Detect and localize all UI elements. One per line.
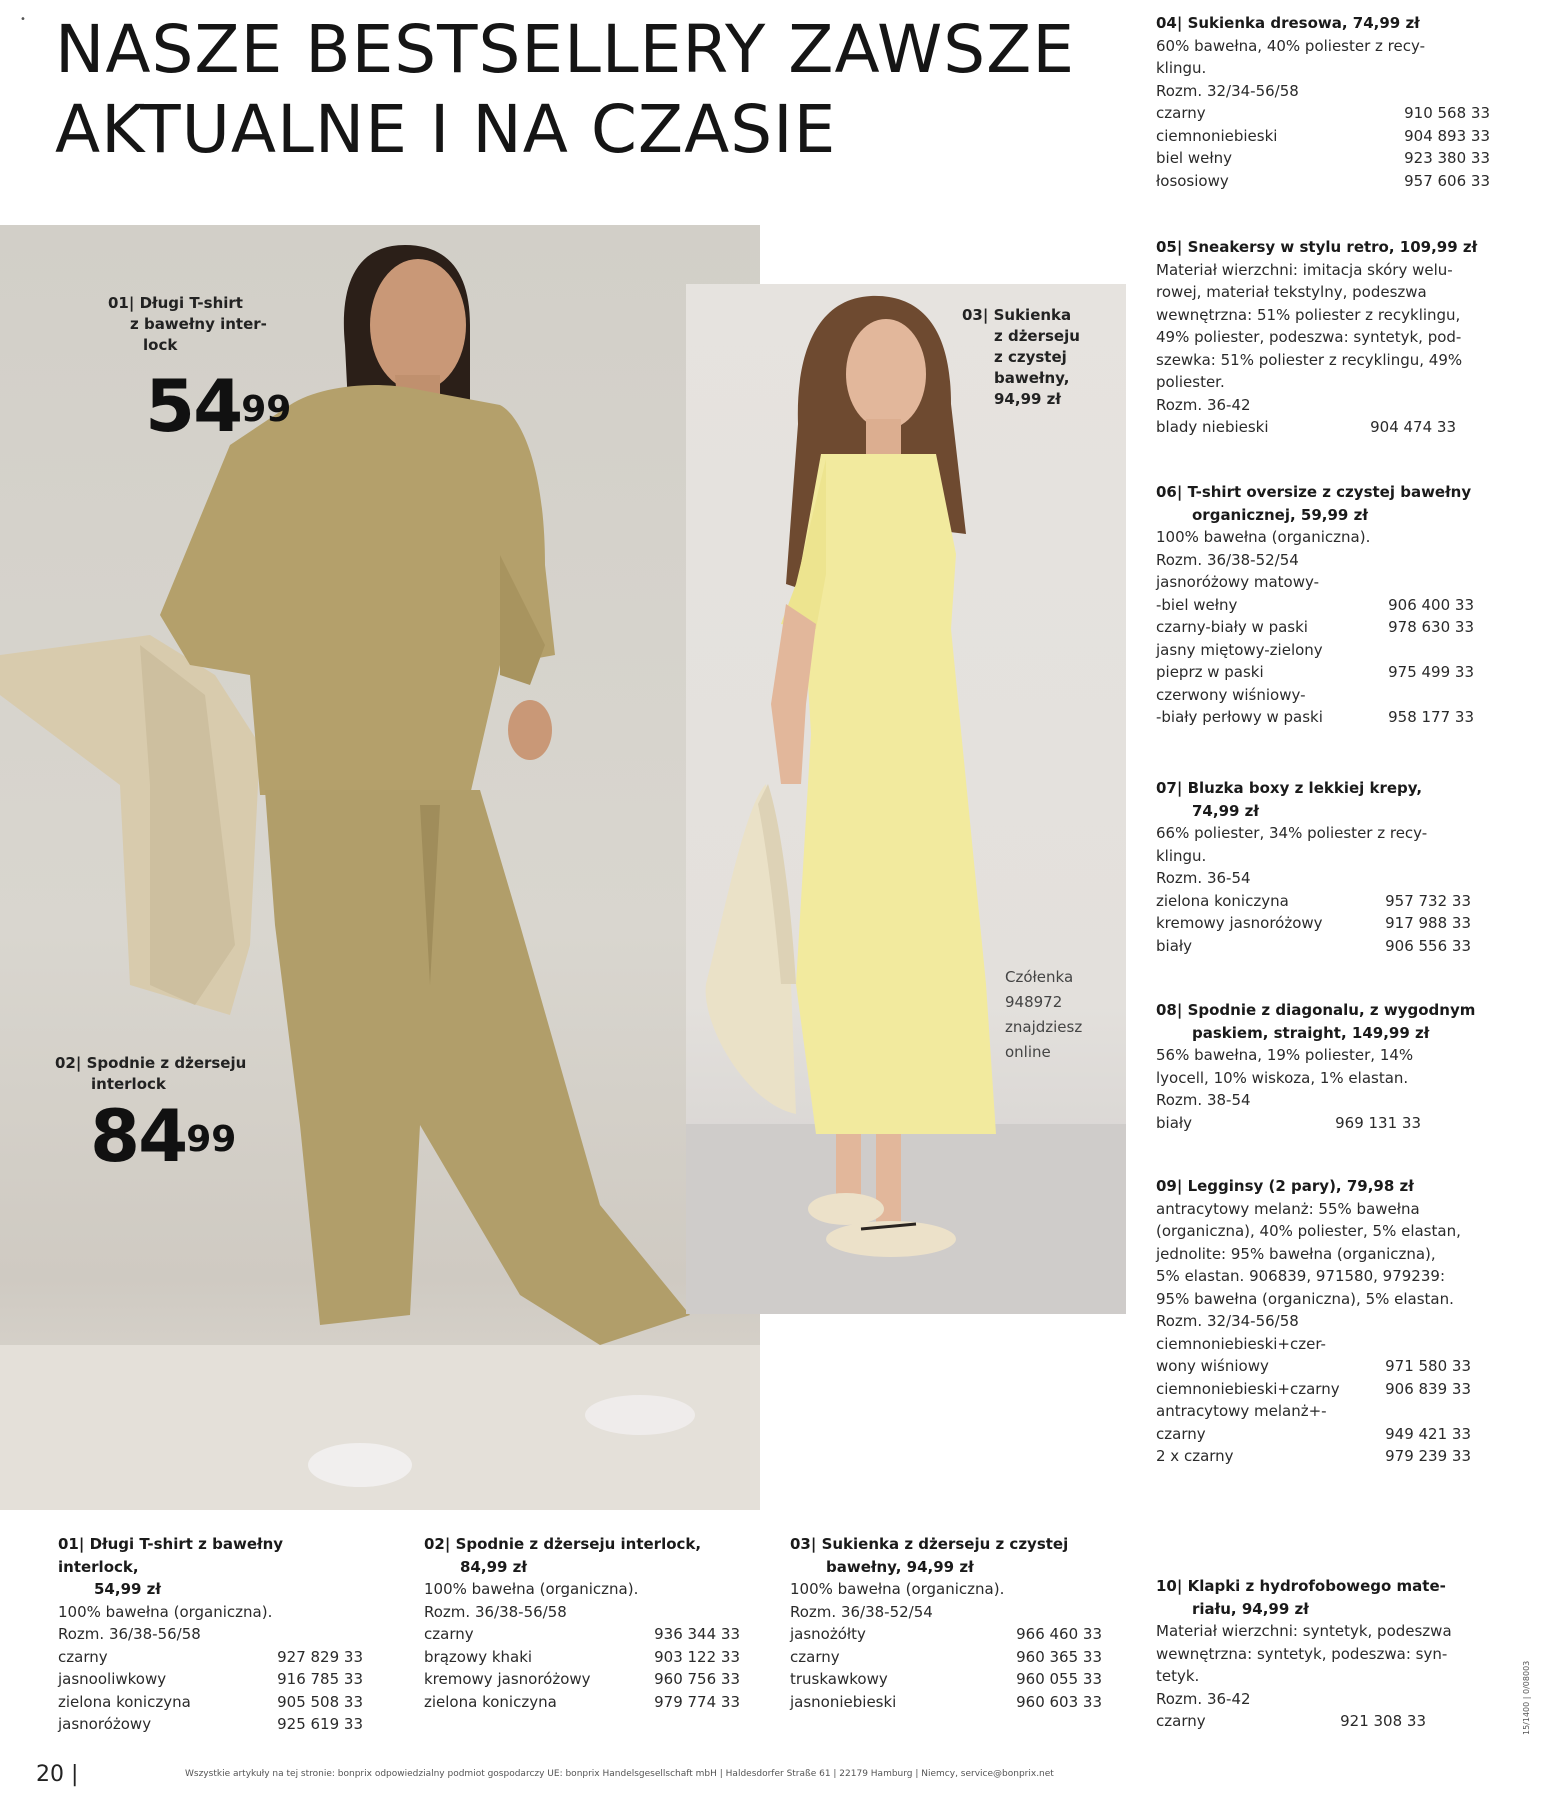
variant-code: 916 785 33 [277, 1670, 363, 1688]
product-01-desc-2: Rozm. 36/38-56/58 [58, 1625, 201, 1643]
product-02-desc-1: 100% bawełna (organiczna). [424, 1580, 639, 1598]
variant-color: czarny [424, 1625, 474, 1643]
variant-color: jasnoróżowy [58, 1715, 152, 1733]
variant-code: 921 308 33 [1340, 1712, 1426, 1730]
product-02-title-2: 84,99 zł [460, 1557, 527, 1576]
headline-line-1: NASZE BESTSELLERY ZAWSZE [55, 11, 1076, 88]
price-02 [90, 1094, 237, 1178]
variant-color: -biel wełny [1156, 595, 1238, 614]
product-05-desc-5: szewka: 51% poliester z recyklingu, 49% [1156, 350, 1463, 369]
variant-color: kremowy jasnoróżowy [424, 1670, 591, 1688]
variant-color: czerwony wiśniowy- [1156, 685, 1306, 704]
product-05-desc-3: wewnętrzna: 51% poliester z recyklingu, [1156, 305, 1461, 324]
product-01 [58, 1533, 363, 1736]
photo-label-01-line-1: Długi T-shirt [139, 294, 243, 312]
product-02 [424, 1533, 740, 1713]
variant-color: biały [1156, 936, 1193, 955]
photo-label-03-line-3: z czystej [994, 348, 1067, 366]
product-05-variant [1156, 416, 1456, 439]
product-02-variant [424, 1691, 740, 1714]
photo-label-02-number: 02| [55, 1054, 82, 1072]
variant-color: biały [1156, 1113, 1193, 1132]
product-04-desc-2: klingu. [1156, 59, 1207, 77]
variant-code: 906 400 33 [1388, 595, 1474, 614]
variant-code: 936 344 33 [654, 1625, 740, 1643]
variant-code: 957 732 33 [1385, 891, 1471, 910]
product-06 [1156, 481, 1490, 729]
variant-code: 923 380 33 [1404, 149, 1490, 167]
variant-color: czarny [58, 1647, 108, 1666]
legal-footer: Wszystkie artykuły na tej stronie: bonprix odpowiedzialny podmiot gospodarczy UE: bonprix Handelsgesellschaft mbH | Haldesdorfer Straße 61 | 22179 Hamburg | Niemcy, service@bonprix.net [185, 1769, 1054, 1779]
product-06-variant [1156, 684, 1474, 707]
shoes-note-line-3: znajdziesz [1005, 1018, 1083, 1036]
product-10-title-2: riału, 94,99 zł [1192, 1599, 1309, 1618]
product-04-desc-3: Rozm. 32/34-56/58 [1156, 81, 1299, 100]
product-07-title-1: 07| Bluzka boxy z lekkiej krepy, [1156, 779, 1423, 797]
variant-code: 960 055 33 [1016, 1670, 1102, 1688]
variant-code: 979 774 33 [654, 1692, 740, 1711]
product-06-variant [1156, 571, 1474, 594]
variant-color: zielona koniczyna [58, 1692, 191, 1711]
product-04-desc-1: 60% bawełna, 40% poliester z recy- [1156, 36, 1426, 55]
photo-tan-outfit [0, 225, 760, 1510]
variant-color: czarny [1156, 1712, 1206, 1730]
product-01-title-2: 54,99 zł [94, 1580, 161, 1598]
product-06-title-2: organicznej, 59,99 zł [1192, 505, 1368, 524]
product-07-variant [1156, 890, 1471, 913]
variant-code: 966 460 33 [1016, 1625, 1102, 1643]
variant-color: ciemnoniebieski [1156, 126, 1278, 145]
product-10-desc-2: wewnętrzna: syntetyk, podeszwa: syn- [1156, 1644, 1448, 1663]
variant-color: biel wełny [1156, 149, 1232, 167]
photo-label-02-line-2: interlock [91, 1075, 166, 1093]
product-01-desc-1: 100% bawełna (organiczna). [58, 1602, 273, 1621]
side-code: 15/1400 | 0/08003 [1522, 1660, 1531, 1735]
product-07-title-2: 74,99 zł [1192, 801, 1259, 820]
photo-label-02-line-1: Spodnie z dżerseju [86, 1054, 247, 1072]
variant-code: 917 988 33 [1385, 914, 1471, 932]
variant-code: 969 131 33 [1335, 1113, 1421, 1132]
product-07-desc-2: klingu. [1156, 846, 1207, 865]
product-03-desc-1: 100% bawełna (organiczna). [790, 1580, 1005, 1598]
product-08-desc-3: Rozm. 38-54 [1156, 1091, 1251, 1109]
variant-color: -biały perłowy w paski [1156, 708, 1323, 726]
product-05 [1156, 236, 1496, 439]
variant-color: ciemnoniebieski+czer- [1156, 1334, 1326, 1353]
product-05-desc-4: 49% poliester, podeszwa: syntetyk, pod- [1156, 328, 1462, 346]
product-09 [1156, 1175, 1496, 1468]
variant-code: 957 606 33 [1404, 171, 1490, 190]
product-08-variant [1156, 1112, 1421, 1135]
variant-color: truskawkowy [790, 1670, 888, 1688]
variant-code: 905 508 33 [277, 1692, 363, 1711]
product-04-variant [1156, 147, 1490, 170]
variant-color: wony wiśniowy [1156, 1357, 1269, 1375]
variant-color: jasny miętowy-zielony [1156, 640, 1323, 659]
product-03-variant [790, 1691, 1102, 1714]
variant-code: 960 365 33 [1016, 1647, 1102, 1666]
product-04 [1156, 12, 1490, 192]
page-number: 20 | [36, 1762, 79, 1787]
product-03-desc-2: Rozm. 36/38-52/54 [790, 1602, 933, 1621]
price-01 [145, 364, 292, 448]
photo-label-02 [55, 1053, 285, 1095]
product-08-desc-1: 56% bawełna, 19% poliester, 14% [1156, 1046, 1414, 1064]
photo-label-03-line-2: z dżerseju [994, 327, 1080, 345]
product-04-variant [1156, 125, 1490, 148]
photo-label-01-line-3: lock [143, 336, 178, 354]
product-01-variant [58, 1668, 363, 1691]
product-03-variant [790, 1623, 1102, 1646]
model-tan-outfit-illustration [0, 225, 760, 1510]
product-06-variant [1156, 661, 1474, 684]
product-09-desc-6: Rozm. 32/34-56/58 [1156, 1312, 1299, 1330]
shoes-note-line-1: Czółenka [1005, 968, 1074, 986]
product-09-desc-2: (organiczna), 40% poliester, 5% elastan, [1156, 1222, 1461, 1240]
variant-color: jasnooliwkowy [58, 1670, 167, 1688]
product-09-desc-4: 5% elastan. 906839, 971580, 979239: [1156, 1267, 1445, 1285]
variant-code: 979 239 33 [1385, 1447, 1471, 1465]
photo-label-01-number: 01| [108, 294, 135, 312]
variant-code: 978 630 33 [1388, 618, 1474, 636]
product-09-variant [1156, 1355, 1471, 1378]
corner-mark: • [20, 14, 26, 25]
product-07-desc-3: Rozm. 36-54 [1156, 869, 1251, 887]
product-01-variant [58, 1646, 363, 1669]
variant-color: 2 x czarny [1156, 1447, 1234, 1465]
variant-color: kremowy jasnoróżowy [1156, 914, 1323, 932]
variant-color: jasnożółty [790, 1625, 866, 1643]
variant-code: 910 568 33 [1404, 104, 1490, 122]
variant-color: czarny [1156, 1424, 1206, 1443]
photo-yellow-dress [686, 284, 1126, 1314]
product-05-desc-6: poliester. [1156, 373, 1225, 391]
product-10-desc-4: Rozm. 36-42 [1156, 1689, 1251, 1708]
page-headline [55, 10, 1105, 170]
variant-color: brązowy khaki [424, 1647, 533, 1666]
product-02-desc-2: Rozm. 36/38-56/58 [424, 1602, 567, 1621]
variant-code: 904 474 33 [1370, 418, 1456, 436]
product-03-variant [790, 1646, 1102, 1669]
product-06-desc-2: Rozm. 36/38-52/54 [1156, 550, 1299, 569]
variant-code: 925 619 33 [277, 1715, 363, 1733]
variant-color: pieprz w paski [1156, 663, 1264, 681]
product-04-title: 04| Sukienka dresowa, 74,99 zł [1156, 14, 1420, 32]
shoes-note [1005, 965, 1115, 1065]
variant-code: 971 580 33 [1385, 1357, 1471, 1375]
product-10-desc-3: tetyk. [1156, 1667, 1200, 1685]
variant-code: 960 756 33 [654, 1670, 740, 1688]
variant-code: 958 177 33 [1388, 708, 1474, 726]
product-09-title: 09| Legginsy (2 pary), 79,98 zł [1156, 1177, 1414, 1195]
model-yellow-dress-illustration [686, 284, 1126, 1314]
photo-label-01-line-2: z bawełny inter- [130, 315, 267, 333]
product-09-desc-3: jednolite: 95% bawełna (organiczna), [1156, 1244, 1436, 1263]
variant-color: zielona koniczyna [424, 1692, 557, 1711]
product-04-variant [1156, 170, 1490, 193]
variant-code: 960 603 33 [1016, 1692, 1102, 1711]
product-08 [1156, 999, 1496, 1134]
product-05-desc-2: rowej, materiał tekstylny, podeszwa [1156, 283, 1427, 301]
product-06-title-1: 06| T-shirt oversize z czystej bawełny [1156, 483, 1472, 501]
photo-label-03-line-4: bawełny, [994, 369, 1070, 387]
product-10-variant [1156, 1710, 1426, 1733]
product-05-title: 05| Sneakersy w stylu retro, 109,99 zł [1156, 238, 1478, 256]
product-09-desc-1: antracytowy melanż: 55% bawełna [1156, 1199, 1420, 1218]
variant-code: 906 556 33 [1385, 936, 1471, 955]
product-07-desc-1: 66% poliester, 34% poliester z recy- [1156, 824, 1428, 842]
product-09-variant [1156, 1400, 1471, 1423]
product-07-variant [1156, 935, 1471, 958]
product-05-desc-1: Materiał wierzchni: imitacja skóry welu- [1156, 260, 1453, 279]
product-09-variant [1156, 1378, 1471, 1401]
variant-code: 927 829 33 [277, 1647, 363, 1666]
variant-color: czarny-biały w paski [1156, 618, 1308, 636]
variant-color: blady niebieski [1156, 418, 1269, 436]
product-05-desc-7: Rozm. 36-42 [1156, 395, 1251, 414]
variant-code: 904 893 33 [1404, 126, 1490, 145]
product-06-variant [1156, 639, 1474, 662]
price-01-decimals: 99 [241, 389, 292, 430]
variant-color: antracytowy melanż+- [1156, 1402, 1327, 1420]
product-01-title-1: 01| Długi T-shirt z bawełny interlock, [58, 1535, 284, 1576]
product-06-variant [1156, 706, 1474, 729]
product-01-variant [58, 1713, 363, 1736]
shoes-note-line-4: online [1005, 1043, 1051, 1061]
variant-color: ciemnoniebieski+czarny [1156, 1379, 1340, 1398]
variant-code: 949 421 33 [1385, 1424, 1471, 1443]
product-06-desc-1: 100% bawełna (organiczna). [1156, 528, 1371, 546]
product-08-title-1: 08| Spodnie z diagonalu, z wygodnym [1156, 1001, 1476, 1019]
product-10-title-1: 10| Klapki z hydrofobowego mate- [1156, 1577, 1446, 1595]
product-01-variant [58, 1691, 363, 1714]
variant-code: 906 839 33 [1385, 1379, 1471, 1398]
product-06-variant [1156, 616, 1474, 639]
product-03-title-2: bawełny, 94,99 zł [826, 1557, 974, 1576]
product-06-variant [1156, 594, 1474, 617]
variant-color: czarny [790, 1647, 840, 1666]
product-09-desc-5: 95% bawełna (organiczna), 5% elastan. [1156, 1289, 1454, 1308]
product-09-variant [1156, 1423, 1471, 1446]
product-02-title-1: 02| Spodnie z dżerseju interlock, [424, 1535, 702, 1553]
variant-color: jasnoniebieski [790, 1692, 897, 1711]
product-04-variant [1156, 102, 1490, 125]
product-08-title-2: paskiem, straight, 149,99 zł [1192, 1023, 1430, 1042]
photo-label-03-line-5: 94,99 zł [994, 390, 1061, 408]
product-10-desc-1: Materiał wierzchni: syntetyk, podeszwa [1156, 1622, 1452, 1640]
variant-color: jasnoróżowy matowy- [1156, 573, 1319, 591]
product-09-variant [1156, 1445, 1471, 1468]
variant-color: czarny [1156, 104, 1206, 122]
photo-label-01 [108, 293, 298, 356]
variant-color: zielona koniczyna [1156, 891, 1289, 910]
variant-color: łososiowy [1156, 171, 1229, 190]
price-02-decimals: 99 [186, 1119, 237, 1160]
photo-label-03-line-1: Sukienka [993, 306, 1072, 324]
product-02-variant [424, 1668, 740, 1691]
product-08-desc-2: lyocell, 10% wiskoza, 1% elastan. [1156, 1068, 1409, 1087]
photo-label-03-number: 03| [962, 306, 989, 324]
product-09-variant [1156, 1333, 1471, 1356]
variant-code: 975 499 33 [1388, 663, 1474, 681]
shoes-note-line-2: 948972 [1005, 993, 1063, 1011]
photo-label-03 [962, 305, 1097, 410]
headline-line-2: AKTUALNE I NA CZASIE [55, 91, 837, 168]
product-03-variant [790, 1668, 1102, 1691]
price-01-integer: 54 [145, 364, 242, 448]
product-07 [1156, 777, 1490, 957]
product-07-variant [1156, 912, 1471, 935]
product-10 [1156, 1575, 1490, 1733]
product-03-title-1: 03| Sukienka z dżerseju z czystej [790, 1535, 1069, 1553]
product-02-variant [424, 1646, 740, 1669]
product-03 [790, 1533, 1102, 1713]
price-02-integer: 84 [90, 1094, 187, 1178]
variant-code: 903 122 33 [654, 1647, 740, 1666]
product-02-variant [424, 1623, 740, 1646]
